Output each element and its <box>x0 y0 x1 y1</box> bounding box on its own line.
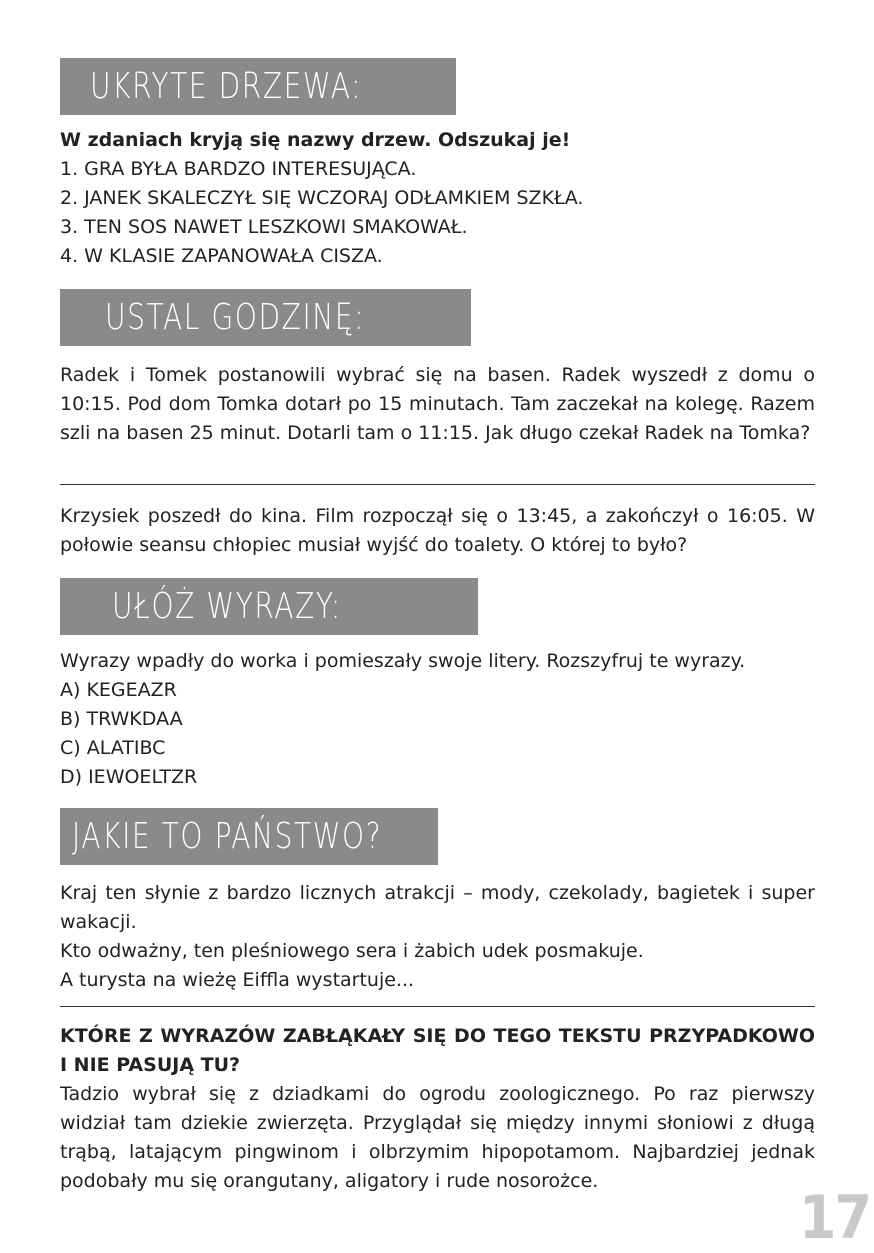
trees-item: 3. TEN SOS NAWET LESZKOWI SMAKOWAŁ. <box>60 216 468 238</box>
trees-item: 2. JANEK SKALECZYŁ SIĘ WCZORAJ ODŁAMKIEM SZKŁA. <box>60 187 584 209</box>
country-text: Kto odważny, ten pleśniowego sera i żabich udek posmakuje. <box>60 940 644 962</box>
words-item: B) TRWKDAA <box>60 708 183 730</box>
section-title-trees: UKRYTE DRZEWA: <box>60 58 456 115</box>
time-task-radek: Radek i Tomek postanowili wybrać się na basen. Radek wyszedł z domu o 10:15. Pod dom Tomka dotarł po 15 minutach. Tam zaczekał na kolegę. Razem szli na basen 25 minut. Dotarli tam o 11:15. Jak długo czekał Radek na Tomka? <box>60 364 815 444</box>
trees-instruction: W zdaniach kryją się nazwy drzew. Odszukaj je! <box>60 129 571 151</box>
divider <box>60 1006 815 1007</box>
words-item: A) KEGEAZR <box>60 679 177 701</box>
words-item: C) ALATIBC <box>60 737 166 759</box>
section-title-time: USTAL GODZINĘ: <box>60 289 471 346</box>
words-instruction: Wyrazy wpadły do worka i pomieszały swoje litery. Rozszyfruj te wyrazy. <box>60 650 746 672</box>
page-number: 17 <box>798 1183 870 1253</box>
trees-item: 4. W KLASIE ZAPANOWAŁA CISZA. <box>60 245 383 267</box>
country-text: A turysta na wieżę Eiffla wystartuje... <box>60 969 415 991</box>
country-text: Kraj ten słynie z bardzo licznych atrakcji – mody, czekolady, bagietek i super wakacji. <box>60 882 815 933</box>
words-item: D) IEWOELTZR <box>60 766 198 788</box>
trees-item: 1. GRA BYŁA BARDZO INTERESUJĄCA. <box>60 158 417 180</box>
section-title-words: UŁÓŻ WYRAZY: <box>60 578 478 635</box>
divider <box>60 484 815 485</box>
section-title-country: JAKIE TO PAŃSTWO? <box>60 808 438 865</box>
zoo-heading: KTÓRE Z WYRAZÓW ZABŁĄKAŁY SIĘ DO TEGO TEKSTU PRZYPADKOWO I NIE PASUJĄ TU? <box>60 1025 815 1076</box>
time-task-krzysiek: Krzysiek poszedł do kina. Film rozpoczął się o 13:45, a zakończył o 16:05. W połowie seansu chłopiec musiał wyjść do toalety. O której to było? <box>60 505 815 556</box>
zoo-text: Tadzio wybrał się z dziadkami do ogrodu zoologicznego. Po raz pierwszy widział tam dziekie zwierzęta. Przyglądał się między innymi słoniowi z długą trąbą, latającym pingwinom i olbrzymim hipopotamom. Najbardziej jednak podobały mu się orangutany, aligatory i rude nosorożce. <box>60 1083 815 1192</box>
